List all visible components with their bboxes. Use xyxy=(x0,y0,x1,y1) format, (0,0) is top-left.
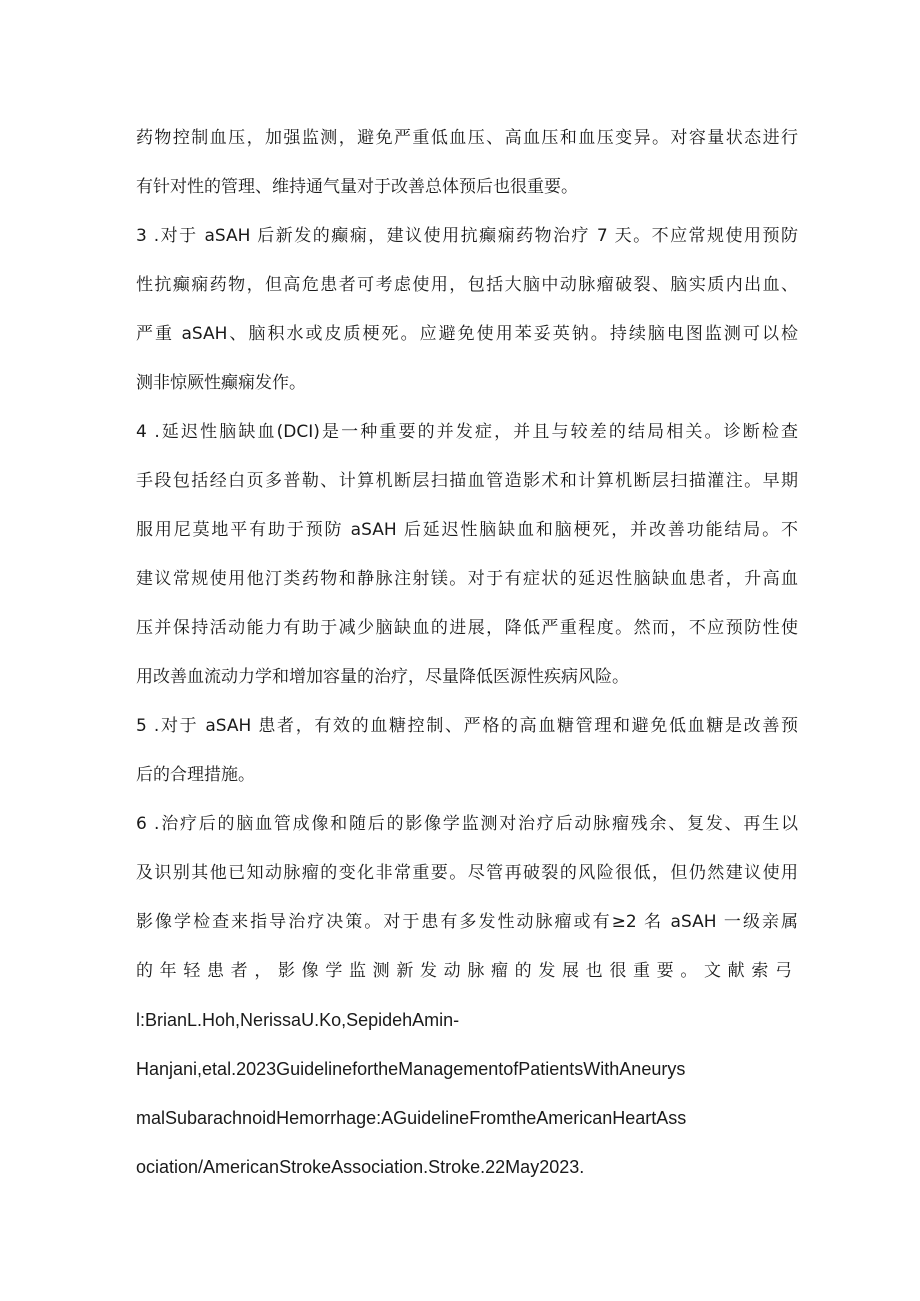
text-line: 建议常规使用他汀类药物和静脉注射镁。对于有症状的延迟性脑缺血患者，升高血 xyxy=(136,569,798,589)
reference-line: Hanjani,etal.2023GuidelinefortheManagementofPatientsWithAneurys xyxy=(136,1059,686,1079)
paragraph-item-6-imaging xyxy=(136,800,798,1192)
text-line: 严重 aSAH、脑积水或皮质梗死。应避免使用苯妥英钠。持续脑电图监测可以检 xyxy=(136,324,798,344)
text-line: 测非惊厥性癫痫发作。 xyxy=(136,373,306,393)
text-line: 压并保持活动能力有助于减少脑缺血的进展，降低严重程度。然而，不应预防性使 xyxy=(136,618,798,638)
body-text xyxy=(136,114,798,1192)
paragraph-blood-pressure xyxy=(136,114,798,212)
text-line: 的年轻患者，影像学监测新发动脉瘤的发展也很重要。文献索弓 xyxy=(136,961,798,981)
text-line: 后的合理措施。 xyxy=(136,765,255,785)
text-line: 手段包括经白页多普勒、计算机断层扫描血管造影术和计算机断层扫描灌注。早期 xyxy=(136,471,798,491)
reference-line: l:BrianL.Hoh,NerissaU.Ko,SepidehAmin- xyxy=(136,1010,460,1030)
text-line: 服用尼莫地平有助于预防 aSAH 后延迟性脑缺血和脑梗死，并改善功能结局。不 xyxy=(136,520,798,540)
paragraph-item-4-dci xyxy=(136,408,798,702)
text-line: 6 .治疗后的脑血管成像和随后的影像学监测对治疗后动脉瘤残余、复发、再生以 xyxy=(136,814,798,834)
text-line: 性抗癫痫药物，但高危患者可考虑使用，包括大脑中动脉瘤破裂、脑实质内出血、 xyxy=(136,275,798,295)
paragraph-item-5-glucose xyxy=(136,702,798,800)
text-line: 4 .延迟性脑缺血(DCI)是一种重要的并发症，并且与较差的结局相关。诊断检查 xyxy=(136,422,798,442)
text-line: 3 .对于 aSAH 后新发的癫痫，建议使用抗癫痫药物治疗 7 天。不应常规使用预防 xyxy=(136,226,798,246)
text-line: 有针对性的管理、维持通气量对于改善总体预后也很重要。 xyxy=(136,177,578,197)
paragraph-item-3-epilepsy xyxy=(136,212,798,408)
reference-line: ociation/AmericanStrokeAssociation.Stroke.22May2023. xyxy=(136,1157,585,1177)
reference-line: malSubarachnoidHemorrhage:AGuidelineFromtheAmericanHeartAss xyxy=(136,1108,687,1128)
text-line: 用改善血流动力学和增加容量的治疗，尽量降低医源性疾病风险。 xyxy=(136,667,629,687)
text-line: 5 .对于 aSAH 患者，有效的血糖控制、严格的高血糖管理和避免低血糖是改善预 xyxy=(136,716,798,736)
text-line: 药物控制血压，加强监测，避免严重低血压、高血压和血压变异。对容量状态进行 xyxy=(136,128,798,148)
text-line: 影像学检查来指导治疗决策。对于患有多发性动脉瘤或有≥2 名 aSAH 一级亲属 xyxy=(136,912,798,932)
text-line: 及识别其他已知动脉瘤的变化非常重要。尽管再破裂的风险很低，但仍然建议使用 xyxy=(136,863,798,883)
